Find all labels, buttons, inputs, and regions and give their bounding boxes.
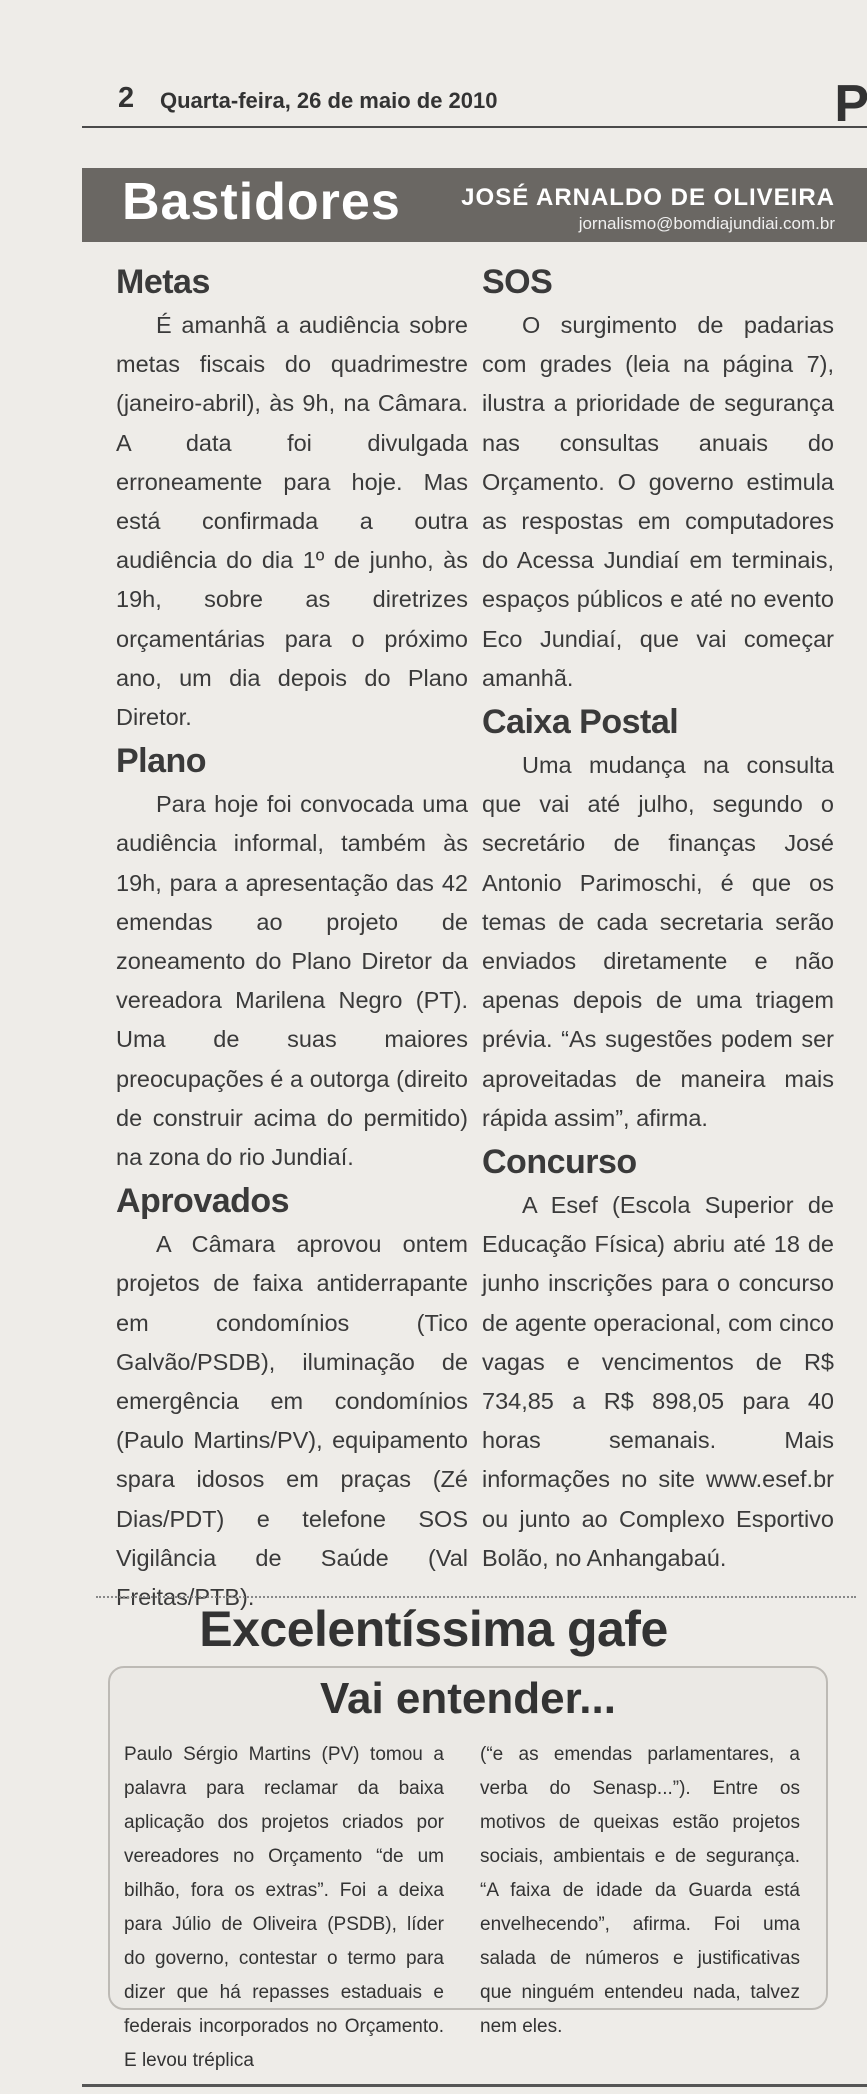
column-title-bar <box>82 168 867 242</box>
item-text: A Esef (Escola Superior de Educação Física) abriu até 18 de junho inscrições para o concurso de agente operacional, com cinco vagas e vencimentos de R$ 734,85 a R$ 898,05 para 40 horas semanais. Mais informações no site www.esef.br ou junto ao Complexo Esportivo Bolão, no Anhangabaú. <box>482 1192 834 1571</box>
item-concurso <box>482 1142 834 1578</box>
right-column <box>482 262 834 1582</box>
item-sos <box>482 262 834 698</box>
left-column <box>116 262 468 1621</box>
feature-subtitle: Vai entender... <box>320 1674 616 1723</box>
column-author: JOSÉ ARNALDO DE OLIVEIRA <box>461 184 835 211</box>
bottom-rule <box>82 2084 867 2087</box>
feature-text-right: (“e as emendas parlamentares, a verba do Senasp...”). Entre os motivos de queixas estão projetos sociais, ambientais e de segurança. “A faixa de idade da Guarda está envelhecendo”, afirma. Foi uma salada de números e justificativas que ninguém entendeu nada, talvez nem eles. <box>480 1744 800 2037</box>
page-number: 2 <box>118 82 135 114</box>
item-heading: Concurso <box>482 1143 637 1182</box>
column-title: Bastidores <box>122 173 401 231</box>
section-name-fragment: P <box>834 75 867 133</box>
item-heading: SOS <box>482 263 553 301</box>
item-text: O surgimento de padarias com grades (leia na página 7), ilustra a prioridade de segurança nas consultas anuais do Orçamento. O governo estimula as respostas em computadores do Acessa Jundiaí em terminais, espaços públicos e até no evento Eco Jundiaí, que vai começar amanhã. <box>482 312 834 691</box>
item-aprovados <box>116 1181 468 1617</box>
feature-title: Excelentíssima gafe <box>199 1601 668 1657</box>
item-plano <box>116 741 468 1177</box>
item-metas <box>116 262 468 737</box>
item-heading: Plano <box>116 742 207 781</box>
item-heading: Metas <box>116 263 210 301</box>
item-heading: Caixa Postal <box>482 703 679 742</box>
dotted-divider <box>96 1596 856 1598</box>
item-text: Para hoje foi convocada uma audiência informal, também às 19h, para a apresentação das 42 emendas ao projeto de zoneamento do Plano Diretor da vereadora Marilena Negro (PT). Uma de suas maiores preocupações é a outorga (direito de construir acima do permitido) na zona do rio Jundiaí. <box>116 791 468 1171</box>
item-text: Uma mudança na consulta que vai até julho, segundo o secretário de finanças José Antonio Parimoschi, é que os temas de cada secretaria serão enviados diretamente e não apenas depois de uma triagem prévia. “As sugestões podem ser aproveitadas de maneira mais rápida assim”, afirma. <box>482 752 834 1131</box>
item-caixa-postal <box>482 702 834 1138</box>
item-text: É amanhã a audiência sobre metas fiscais do quadrimestre (janeiro-abril), às 9h, na Câmara. A data foi divulgada erroneamente para hoje. Mas está confirmada a outra audiência do dia 1º de junho, às 19h, sobre as diretrizes orçamentárias para o próximo ano, um dia depois do Plano Diretor. <box>116 312 468 731</box>
column-email: jornalismo@bomdiajundiai.com.br <box>578 214 835 233</box>
feature-text-left: Paulo Sérgio Martins (PV) tomou a palavra para reclamar da baixa aplicação dos projetos criados por vereadores no Orçamento “de um bilhão, fora os extras”. Foi a deixa para Júlio de Oliveira (PSDB), líder do governo, contestar o termo para dizer que há repasses estaduais e federais incorporados no Orçamento. E levou tréplica <box>124 1744 444 2071</box>
item-heading: Aprovados <box>116 1182 290 1221</box>
feature-box <box>108 1666 828 2071</box>
running-header <box>82 75 867 133</box>
issue-date: Quarta-feira, 26 de maio de 2010 <box>160 88 498 113</box>
item-text: A Câmara aprovou ontem projetos de faixa antiderrapante em condomínios (Tico Galvão/PSDB), iluminação de emergência em condomínios (Paulo Martins/PV), equipamento spara idosos em praças (Zé Dias/PDT) e telefone SOS Vigilância de Saúde (Val Freitas/PTB). <box>116 1231 468 1611</box>
